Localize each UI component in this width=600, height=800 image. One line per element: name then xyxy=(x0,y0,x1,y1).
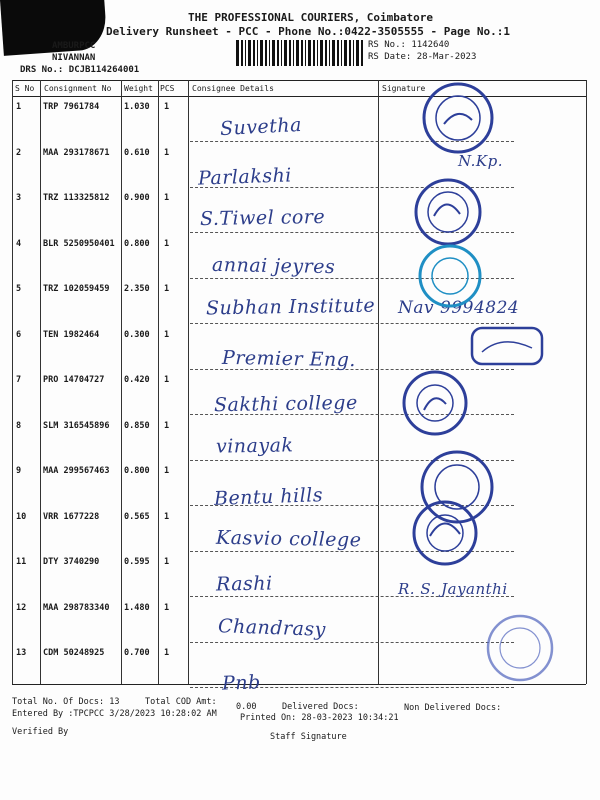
row-consignment-no: MAA 299567463 xyxy=(43,466,110,476)
row-pcs: 1 xyxy=(164,648,170,658)
row-weight: 2.350 xyxy=(124,284,150,294)
non-delivered-docs: Non Delivered Docs: xyxy=(404,703,502,713)
handwritten-signature: R. S. Jayanthi xyxy=(398,580,508,598)
row-weight: 0.610 xyxy=(124,147,150,158)
row-weight: 0.595 xyxy=(124,557,150,567)
stamp-seal xyxy=(412,176,484,248)
handwritten-consignee: Premier Eng. xyxy=(221,346,357,371)
stamp-seal xyxy=(484,612,556,684)
row-sno: 10 xyxy=(16,511,27,522)
row-weight: 0.850 xyxy=(124,420,150,431)
handwritten-signature: N.Kp. xyxy=(458,152,504,170)
row-sno: 12 xyxy=(16,602,27,613)
row-pcs: 1 xyxy=(164,193,170,203)
row-pcs: 1 xyxy=(164,147,170,158)
row-consignment-no: VRR 1677228 xyxy=(43,511,100,522)
row-weight: 0.700 xyxy=(124,648,150,658)
row-sno: 3 xyxy=(16,193,22,203)
stamp-seal xyxy=(416,242,484,310)
row-consignment-no: TRZ 102059459 xyxy=(43,284,110,294)
company-title: THE PROFESSIONAL COURIERS, Coimbatore xyxy=(188,11,434,24)
row-sno: 13 xyxy=(16,648,27,658)
row-sno: 2 xyxy=(16,147,22,158)
row-consignment-no: TEN 1982464 xyxy=(43,329,100,340)
row-consignment-no: SLM 316545896 xyxy=(43,420,110,431)
stamp-seal xyxy=(410,498,480,568)
row-consignment-no: MAA 293178671 xyxy=(43,147,110,158)
row-weight: 0.900 xyxy=(124,193,150,203)
row-consignment-no: DTY 3740290 xyxy=(43,557,100,567)
table-row xyxy=(12,510,586,556)
rs-number: RS No.: 1142640 xyxy=(368,40,450,50)
col-header-sno: S No xyxy=(15,84,35,93)
row-dotted-rule xyxy=(190,642,514,643)
row-sno: 9 xyxy=(16,466,22,476)
total-cod-label: Total COD Amt: xyxy=(145,697,217,707)
row-pcs: 1 xyxy=(164,466,170,476)
row-pcs: 1 xyxy=(164,375,170,385)
row-consignment-no: TRZ 113325812 xyxy=(43,193,110,203)
branch-code: AMBURPCC xyxy=(52,41,96,51)
row-weight: 0.300 xyxy=(124,329,150,340)
table-header-rule xyxy=(12,96,586,97)
handwritten-consignee: Pnb xyxy=(221,671,262,695)
table-row xyxy=(12,419,586,465)
row-sno: 7 xyxy=(16,375,22,385)
row-consignment-no: PRO 14704727 xyxy=(43,375,105,385)
verified-by: Verified By xyxy=(12,727,69,737)
row-consignment-no: TRP 7961784 xyxy=(43,102,100,112)
handwritten-consignee: Subhan Institute xyxy=(205,294,376,320)
row-pcs: 1 xyxy=(164,602,170,613)
barcode-graphic xyxy=(236,40,364,66)
handwritten-signature: Nav 9994824 xyxy=(398,298,520,318)
row-pcs: 1 xyxy=(164,284,170,294)
row-sno: 5 xyxy=(16,284,22,294)
handwritten-consignee: Kasvio college xyxy=(215,526,362,551)
runsheet-title: Delivery Runsheet - PCC - Phone No.:0422-3505555 - Page No.:1 xyxy=(106,25,510,38)
row-consignment-no: MAA 298783340 xyxy=(43,602,110,613)
drs-number xyxy=(20,65,139,75)
row-weight: 0.800 xyxy=(124,238,150,249)
handwritten-consignee: Sakthi college xyxy=(213,391,358,417)
row-pcs: 1 xyxy=(164,329,170,340)
handwritten-consignee: Bentu hills xyxy=(213,484,324,510)
row-dotted-rule xyxy=(190,323,514,324)
drs-label: DRS No.: xyxy=(20,65,64,75)
stamp-seal xyxy=(468,322,548,370)
row-consignment-no: CDM 50248925 xyxy=(43,648,105,658)
handwritten-consignee: Suvetha xyxy=(219,113,303,141)
col-header-consignee: Consignee Details xyxy=(192,84,274,93)
handwritten-consignee: S.Tiwel core xyxy=(199,205,326,231)
stamp-seal xyxy=(400,368,470,438)
row-sno: 8 xyxy=(16,420,22,431)
col-line xyxy=(586,80,587,684)
handwritten-consignee: annai jeyres xyxy=(211,253,336,278)
col-header-weight: Weight xyxy=(124,84,153,93)
handwritten-consignee: Parlakshi xyxy=(197,163,293,190)
row-weight: 1.480 xyxy=(124,602,150,613)
staff-signature: Staff Signature xyxy=(270,732,347,742)
drs-value: DCJB114264001 xyxy=(68,65,140,75)
row-pcs: 1 xyxy=(164,557,170,567)
staff-name: NIVANNAN xyxy=(52,53,96,63)
table-row xyxy=(12,100,586,146)
delivered-docs: Delivered Docs: xyxy=(282,702,359,712)
printed-on: Printed On: 28-03-2023 10:34:21 xyxy=(240,713,399,723)
row-weight: 0.800 xyxy=(124,466,150,476)
table-row xyxy=(12,191,586,237)
stamp-seal xyxy=(420,80,496,156)
handwritten-consignee: vinayak xyxy=(215,433,294,458)
handwritten-consignee: Chandrasy xyxy=(217,614,327,641)
table-top-rule xyxy=(12,80,586,81)
row-sno: 6 xyxy=(16,329,22,340)
row-pcs: 1 xyxy=(164,238,170,249)
rs-date: RS Date: 28-Mar-2023 xyxy=(368,52,477,62)
table-row xyxy=(12,464,586,510)
row-pcs: 1 xyxy=(164,420,170,431)
row-weight: 1.030 xyxy=(124,102,150,112)
col-header-consignment: Consignment No xyxy=(44,84,112,93)
col-header-pcs: PCS xyxy=(160,84,175,93)
row-weight: 0.420 xyxy=(124,375,150,385)
entered-by: Entered By :TPCPCC 3/28/2023 10:28:02 AM xyxy=(12,709,217,719)
row-weight: 0.565 xyxy=(124,511,150,522)
row-pcs: 1 xyxy=(164,511,170,522)
row-consignment-no: BLR 5250950401 xyxy=(43,238,115,249)
col-header-signature: Signature xyxy=(382,84,426,93)
row-sno: 1 xyxy=(16,102,22,112)
table-row xyxy=(12,373,586,419)
table-row xyxy=(12,237,586,283)
row-pcs: 1 xyxy=(164,102,170,112)
row-sno: 11 xyxy=(16,557,27,567)
handwritten-consignee: Rashi xyxy=(215,572,273,596)
total-docs: Total No. Of Docs: 13 xyxy=(12,697,120,707)
total-cod-value: 0.00 xyxy=(236,702,257,712)
row-sno: 4 xyxy=(16,238,22,249)
